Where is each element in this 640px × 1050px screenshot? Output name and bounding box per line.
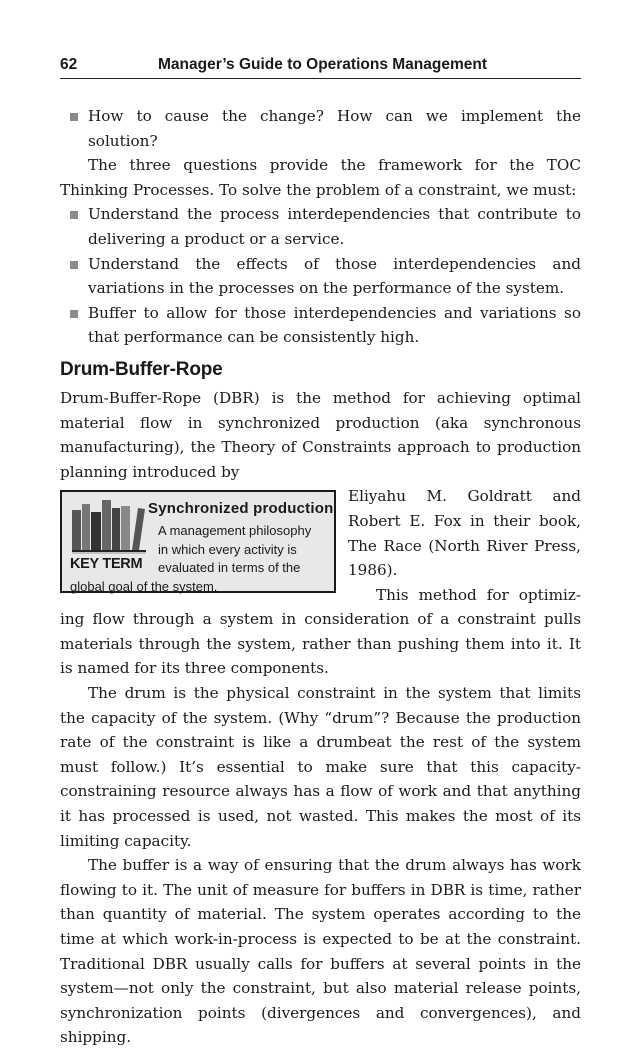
running-title: Manager’s Guide to Operations Management: [158, 56, 488, 73]
float-region: [60, 484, 581, 681]
paragraph: This method for optimizing flow through a system in consideration of a constraint pulls materials through the system, rather than pushing them into it. It is named for its three components.: [60, 585, 581, 678]
page-number: 62: [60, 56, 78, 73]
paragraph: Eliyahu M. Goldratt and Robert E. Fox in their book, The Race (North River Press, 1986).: [348, 487, 581, 580]
bullet-icon: [70, 113, 78, 121]
list-item: Understand the effects of those interdependencies and variations in the processes on the performance of the system.: [60, 252, 581, 301]
paragraph: The three questions provide the framework for the TOC Thinking Processes. To solve the problem of a constraint, we must:: [60, 156, 581, 199]
list-item: Understand the process interdependencies that contribute to delivering a product or a service.: [60, 202, 581, 251]
paragraph: The drum is the physical constraint in the system that limits the capacity of the system. (Why “drum”? Because the production rate of the constraint is like a drumbeat the rest of the system must follow.) It’s essential to make sure that this capacity-constraining resource always has a flow of work and that anything it has processed is used, not wasted. This makes the most of its limiting capacity.: [60, 684, 581, 850]
paragraph: The buffer is a way of ensuring that the drum always has work flowing to it. The unit of measure for buffers in DBR is time, rather than quantity of material. The system operates according to the time at which work-in-process is expected to be at the constraint. Traditional DBR usually calls for buffers at several points in the system—not only the constraint, but also material release points, synchronization points (divergences and convergences), and shipping.: [60, 856, 581, 1047]
section-heading: Drum-Buffer-Rope: [60, 358, 223, 380]
bullet-icon: [70, 310, 78, 318]
running-header: [60, 56, 581, 79]
list-item: Buffer to allow for those interdependencies and variations so that performance can be consistently high.: [60, 301, 581, 350]
page-body: [60, 104, 581, 1050]
key-term-label: KEY TERM: [70, 556, 143, 573]
bullet-icon: [70, 211, 78, 219]
list-item: How to cause the change? How can we implement the solution?: [60, 104, 581, 153]
book-page: [60, 0, 581, 1047]
key-term-box: [60, 490, 336, 593]
key-term-definition: A management philosophy in which every activity is evaluated in terms of the global goal of the system.: [70, 523, 312, 594]
paragraph: Drum-Buffer-Rope (DBR) is the method for achieving optimal material flow in synchronized production (aka synchronous manufacturing), the Theory of Constraints approach to production planning introduced by: [60, 388, 581, 481]
bullet-icon: [70, 261, 78, 269]
key-term-title: Synchronized production: [148, 500, 334, 518]
